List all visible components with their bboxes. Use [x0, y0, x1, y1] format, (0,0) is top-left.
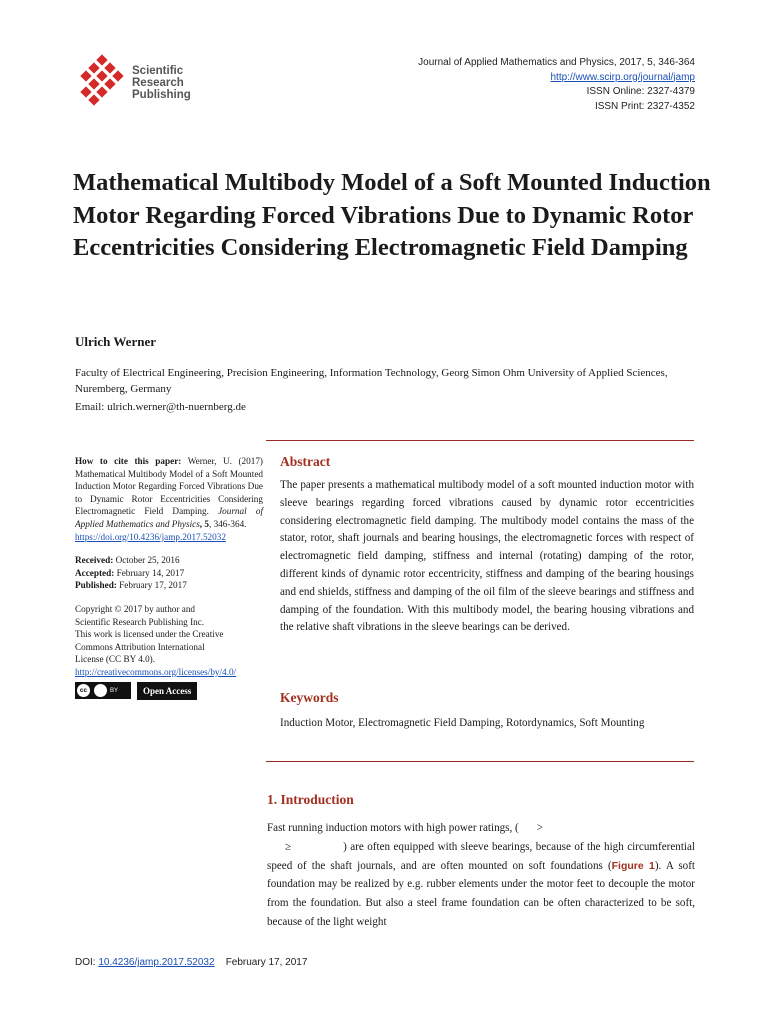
copyright-line: This work is licensed under the Creative [75, 629, 224, 640]
publisher-line: Research [132, 77, 184, 89]
cite-volume: , 5 [199, 518, 209, 529]
journal-info [418, 56, 695, 114]
divider [266, 440, 694, 441]
accepted-label: Accepted: [75, 567, 115, 578]
person-icon [94, 684, 107, 697]
copyright-line: Copyright © 2017 by author and [75, 603, 196, 614]
intro-segment: Fast running induction motors with high power ratings, ( [267, 822, 519, 834]
cite-doi-link[interactable]: https://doi.org/10.4236/jamp.2017.52032 [75, 531, 226, 542]
cite-label: How to cite this paper: [75, 456, 182, 466]
intro-segment: > [536, 822, 544, 834]
copyright-line: Commons Attribution International [75, 641, 205, 652]
license-badges [75, 682, 263, 701]
doi-label: DOI: [75, 957, 96, 968]
footer [75, 957, 307, 968]
published-label: Published: [75, 580, 117, 591]
sidebar [75, 455, 263, 700]
publisher-logo [76, 54, 132, 110]
intro-segment: ) are often equipped with sleeve bearings, because of the high circumferential speed of the shaft journals, and are often mounted on soft foundations ( [267, 840, 695, 872]
received-label: Received: [75, 555, 114, 566]
copyright-line: Scientific Research Publishing Inc. [75, 616, 205, 627]
license-link[interactable]: http://creativecommons.org/licenses/by/4.0/ [75, 666, 237, 677]
published-date: February 17, 2017 [119, 580, 187, 591]
cite-text: Werner, U. (2017) Mathematical Multibody Model of a Soft Mounted Induction Motor Regarding Forced Vibrations Due to Dynamic Rotor Eccentricities Considering Electromagnetic Field Damping. [75, 456, 263, 517]
cite-journal: Journal of Applied Mathematics and Physics [75, 506, 263, 529]
citation [75, 455, 263, 543]
affiliation: Faculty of Electrical Engineering, Precision Engineering, Information Technology, Georg Simon Ohm University of Applied Sciences, Nuremberg, Germany [75, 367, 668, 395]
copyright [75, 603, 263, 679]
intro-segment: ≥ [285, 840, 292, 853]
issn-print: ISSN Print: 2327-4352 [594, 100, 695, 112]
doi-link[interactable]: 10.4236/jamp.2017.52032 [98, 957, 215, 968]
cc-icon: cc [77, 684, 90, 697]
dates [75, 554, 263, 592]
intro-segment: ). A soft foundation may be realized by e.g. rubber elements under the motor feet to decouple the motor from the foundation. But also a steel frame foundation can be often characterized to be soft, because of the light weight [267, 859, 695, 928]
abstract-heading: Abstract [280, 454, 331, 469]
publisher-name [132, 65, 191, 101]
journal-url-link[interactable]: http://www.scirp.org/journal/jamp [550, 71, 695, 83]
author-name: Ulrich Werner [75, 334, 156, 349]
received-date: October 25, 2016 [115, 555, 180, 566]
logo-diamonds [80, 54, 123, 105]
intro-text [267, 819, 695, 932]
copyright-line: License (CC BY 4.0). [75, 654, 156, 665]
intro-heading: 1. Introduction [267, 792, 354, 807]
figure-1-link[interactable]: Figure 1 [611, 859, 655, 872]
cite-pages: , 346-364. [208, 518, 247, 529]
author-email: Email: ulrich.werner@th-nuernberg.de [75, 401, 246, 413]
keywords-heading: Keywords [280, 690, 339, 705]
abstract-text: The paper presents a mathematical multibody model of a soft mounted induction motor with sleeve bearings regarding forced vibrations caused by dynamic rotor eccentricities considering electromagnetic field damping. The multibody model contains the mass of the stator, rotor, shaft journals and bearing housings, the electromagnetic forces with respect of electromagnetic field damping, stiffness and internal (rotating) damping of the rotor, different kinds of dynamic rotor eccentricity, stiffness and damping of the bearing housings and end shields, stiffness and damping of the oil film of the sleeve bearings and stiffness and damping of the foundation. With this multibody model, the bearing housing vibrations and the relative shaft vibrations in the sleeve bearings can be derived. [280, 479, 694, 634]
footer-date: February 17, 2017 [225, 957, 308, 968]
journal-line: Journal of Applied Mathematics and Physics, 2017, 5, 346-364 [418, 57, 695, 68]
paper-title: Mathematical Multibody Model of a Soft Mounted Induction Motor Regarding Forced Vibrations Due to Dynamic Rotor Eccentricities Considering Electromagnetic Field Damping [73, 169, 711, 261]
publisher-line: Scientific [132, 65, 184, 77]
open-access-badge: Open Access [137, 682, 197, 701]
publisher-line: Publishing [132, 89, 191, 101]
issn-online: ISSN Online: 2327-4379 [586, 86, 695, 97]
cc-by-label: BY [110, 687, 119, 694]
divider [266, 761, 694, 762]
keywords-text: Induction Motor, Electromagnetic Field Damping, Rotordynamics, Soft Mounting [280, 717, 645, 729]
accepted-date: February 14, 2017 [116, 567, 185, 578]
cc-by-badge[interactable] [75, 682, 131, 699]
